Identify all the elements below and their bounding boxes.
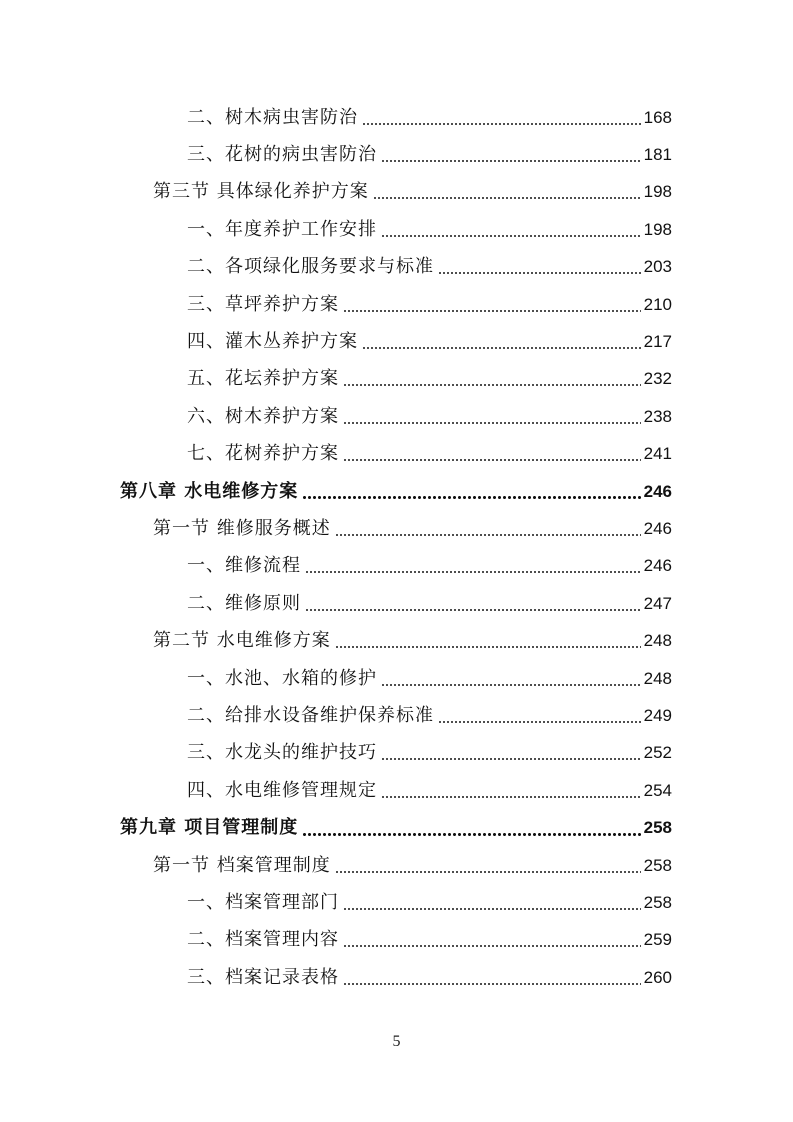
- toc-entry-title: 三、档案记录表格: [187, 966, 339, 988]
- toc-dot-leader: [362, 347, 641, 349]
- toc-page-number: 241: [643, 444, 672, 464]
- toc-dot-leader: [362, 123, 641, 125]
- toc-entry-title: 一、水池、水箱的修护: [187, 667, 377, 689]
- toc-entry-title: 三、花树的病虫害防治: [187, 144, 377, 166]
- toc-subsection-entry[interactable]: [0, 772, 672, 809]
- toc-entry-title: 一、维修流程: [187, 555, 301, 577]
- toc-dot-leader: [343, 945, 641, 947]
- toc-page-number: 198: [643, 219, 672, 239]
- toc-page-number: 198: [643, 182, 672, 202]
- toc-page-number: 260: [643, 967, 672, 987]
- toc-dot-leader: [381, 796, 641, 798]
- toc-page-number: 168: [643, 107, 672, 127]
- toc-dot-leader: [381, 758, 641, 760]
- toc-page-number: 238: [643, 406, 672, 426]
- toc-page-number: 203: [643, 257, 672, 277]
- toc-entry-title: 三、水龙头的维护技巧: [187, 742, 377, 764]
- toc-entry-title: 四、水电维修管理规定: [187, 779, 377, 801]
- toc-entry-title: 七、花树养护方案: [187, 443, 339, 465]
- toc-dot-leader: [335, 646, 641, 648]
- toc-chapter-entry[interactable]: [0, 809, 672, 846]
- page-number: 5: [392, 1033, 401, 1050]
- toc-entry-title: 二、树木病虫害防治: [187, 106, 358, 128]
- toc-dot-leader: [373, 197, 641, 199]
- toc-page-number: 258: [643, 855, 672, 875]
- toc-subsection-entry[interactable]: [0, 436, 672, 473]
- toc-entry-title: 一、年度养护工作安排: [187, 218, 377, 240]
- toc-subsection-entry[interactable]: [0, 548, 672, 585]
- toc-entry-title: 三、草坪养护方案: [187, 293, 339, 315]
- toc-page-number: 248: [643, 668, 672, 688]
- toc-subsection-entry[interactable]: [0, 959, 672, 996]
- toc-dot-leader: [343, 983, 641, 985]
- toc-subsection-entry[interactable]: [0, 922, 672, 959]
- toc-entry-title: 二、各项绿化服务要求与标准: [187, 256, 434, 278]
- toc-entry-title: 一、档案管理部门: [187, 891, 339, 913]
- toc-entry-title: 第三节 具体绿化养护方案: [153, 181, 369, 203]
- toc-page-number: 246: [643, 481, 672, 501]
- toc-page-number: 217: [643, 332, 672, 352]
- toc-entry-title: 六、树木养护方案: [187, 405, 339, 427]
- toc-entry-title: 四、灌木丛养护方案: [187, 331, 358, 353]
- toc-dot-leader: [343, 422, 641, 424]
- toc-page-number: 254: [643, 780, 672, 800]
- toc-section-entry[interactable]: [0, 174, 672, 211]
- toc-entry-title: 第九章 项目管理制度: [120, 817, 299, 839]
- toc-subsection-entry[interactable]: [0, 735, 672, 772]
- toc-page-number: 252: [643, 743, 672, 763]
- toc-entry-title: 二、维修原则: [187, 592, 301, 614]
- toc-dot-leader: [343, 310, 641, 312]
- toc-subsection-entry[interactable]: [0, 99, 672, 136]
- toc-subsection-entry[interactable]: [0, 323, 672, 360]
- toc-dot-leader: [335, 871, 641, 873]
- toc-entry-title: 第一节 维修服务概述: [153, 517, 331, 539]
- toc-dot-leader: [305, 571, 641, 573]
- toc-page-number: 210: [643, 294, 672, 314]
- toc-dot-leader: [302, 496, 640, 499]
- toc-subsection-entry[interactable]: [0, 398, 672, 435]
- toc-entry-title: 二、档案管理内容: [187, 929, 339, 951]
- toc-page-number: 258: [643, 818, 672, 838]
- toc-dot-leader: [343, 459, 641, 461]
- toc-page-number: 258: [643, 892, 672, 912]
- toc-subsection-entry[interactable]: [0, 361, 672, 398]
- toc-entry-title: 二、给排水设备维护保养标准: [187, 704, 434, 726]
- toc-entry-title: 五、花坛养护方案: [187, 368, 339, 390]
- toc-dot-leader: [305, 609, 641, 611]
- toc-subsection-entry[interactable]: [0, 249, 672, 286]
- toc-section-entry[interactable]: [0, 510, 672, 547]
- toc-section-entry[interactable]: [0, 847, 672, 884]
- toc-dot-leader: [343, 384, 641, 386]
- toc-dot-leader: [335, 534, 641, 536]
- toc-page-number: 247: [643, 593, 672, 613]
- toc-subsection-entry[interactable]: [0, 136, 672, 173]
- toc-dot-leader: [381, 684, 641, 686]
- toc-subsection-entry[interactable]: [0, 697, 672, 734]
- toc-entry-title: 第二节 水电维修方案: [153, 630, 331, 652]
- toc-page-number: 248: [643, 631, 672, 651]
- toc-subsection-entry[interactable]: [0, 884, 672, 921]
- toc-page-number: 249: [643, 705, 672, 725]
- toc-subsection-entry[interactable]: [0, 211, 672, 248]
- toc-entry-title: 第八章 水电维修方案: [120, 480, 299, 502]
- toc-page-number: 246: [643, 556, 672, 576]
- toc-page-number: 181: [643, 145, 672, 165]
- toc-dot-leader: [438, 721, 641, 723]
- toc-subsection-entry[interactable]: [0, 585, 672, 622]
- toc-dot-leader: [343, 908, 641, 910]
- toc-dot-leader: [381, 160, 641, 162]
- toc-subsection-entry[interactable]: [0, 660, 672, 697]
- toc-chapter-entry[interactable]: [0, 473, 672, 510]
- table-of-contents: [0, 99, 793, 996]
- toc-section-entry[interactable]: [0, 622, 672, 659]
- toc-page-number: 259: [643, 930, 672, 950]
- toc-subsection-entry[interactable]: [0, 286, 672, 323]
- toc-page-number: 232: [643, 369, 672, 389]
- toc-entry-title: 第一节 档案管理制度: [153, 854, 331, 876]
- toc-page-number: 246: [643, 518, 672, 538]
- toc-dot-leader: [438, 272, 641, 274]
- toc-dot-leader: [302, 833, 640, 836]
- toc-dot-leader: [381, 235, 641, 237]
